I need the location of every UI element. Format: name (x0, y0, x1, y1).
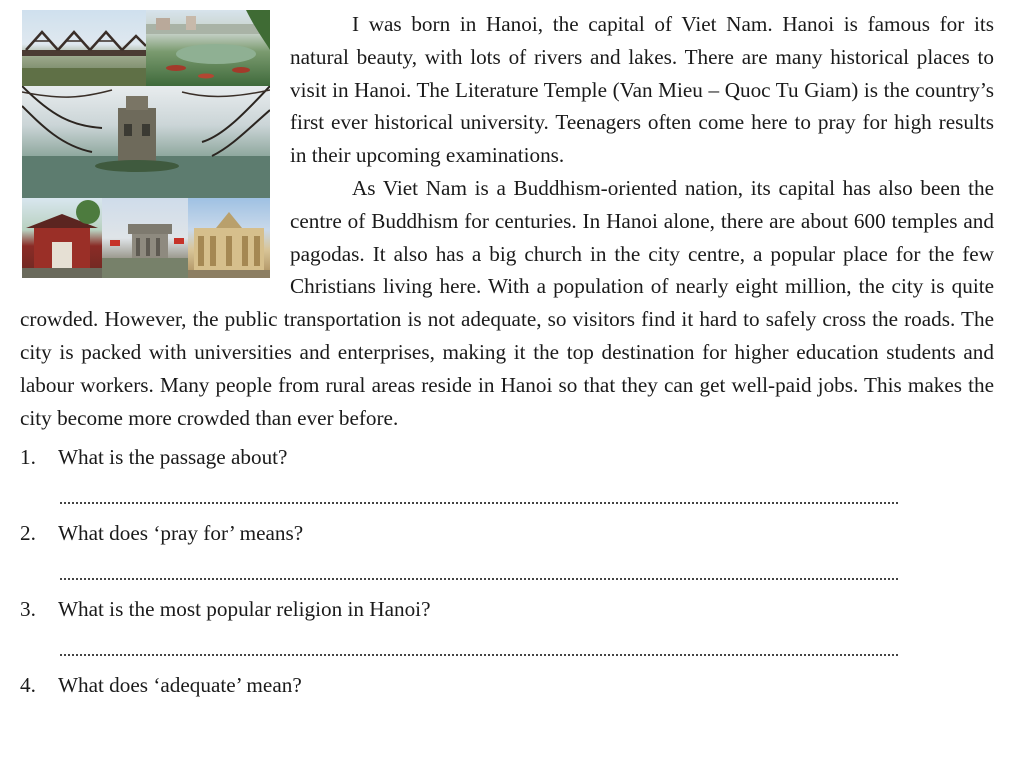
question-number: 2. (20, 521, 36, 546)
question-list (20, 442, 994, 700)
answer-line[interactable] (60, 556, 898, 580)
question-number: 4. (20, 673, 36, 698)
answer-line[interactable] (60, 632, 898, 656)
worksheet-page (20, 8, 994, 700)
question-item (20, 670, 994, 700)
passage-paragraph-1: I was born in Hanoi, the capital of Viet Nam. Hanoi is famous for its natural beauty, with lots of rivers and lakes. There are many historical places to visit in Hanoi. The Literature Temple (Van Mieu – Quoc Tu Giam) is the country’s first ever historical university. Teenagers often come here to pray for high results in their upcoming examinations. (290, 12, 994, 168)
question-text: What is the most popular religion in Hanoi? (58, 597, 431, 622)
opera-house-photo (188, 198, 270, 278)
answer-line[interactable] (60, 480, 898, 504)
hanoi-photo-collage (22, 10, 270, 278)
long-bien-bridge-photo (22, 10, 146, 86)
question-number: 3. (20, 597, 36, 622)
question-item (20, 518, 994, 580)
question-item (20, 594, 994, 656)
question-number: 1. (20, 445, 36, 470)
mausoleum-photo (102, 198, 188, 278)
question-text: What is the passage about? (58, 445, 288, 470)
question-text: What does ‘adequate’ mean? (58, 673, 302, 698)
temple-gate-photo (22, 198, 102, 278)
turtle-tower-photo (22, 86, 270, 198)
passage-paragraph-2: As Viet Nam is a Buddhism-oriented nation, its capital has also been the centre of Buddhism for centuries. In Hanoi alone, there are about 600 temples and pagodas. It also has a big church in the city centre, a popular place for the few Christians living here. With a population of nearly eight million, the city is quite crowded. However, the public transportation is not adequate, so visitors find it hard to safely cross the roads. The city is packed with universities and enterprises, making it the top destination for higher education students and labour workers. Many people from rural areas reside in Hanoi so that they can get well-paid jobs. This makes the city become more crowded than ever before. (20, 175, 994, 430)
question-text: What does ‘pray for’ means? (58, 521, 304, 546)
question-item (20, 442, 994, 504)
lake-with-boats-photo (146, 10, 270, 86)
